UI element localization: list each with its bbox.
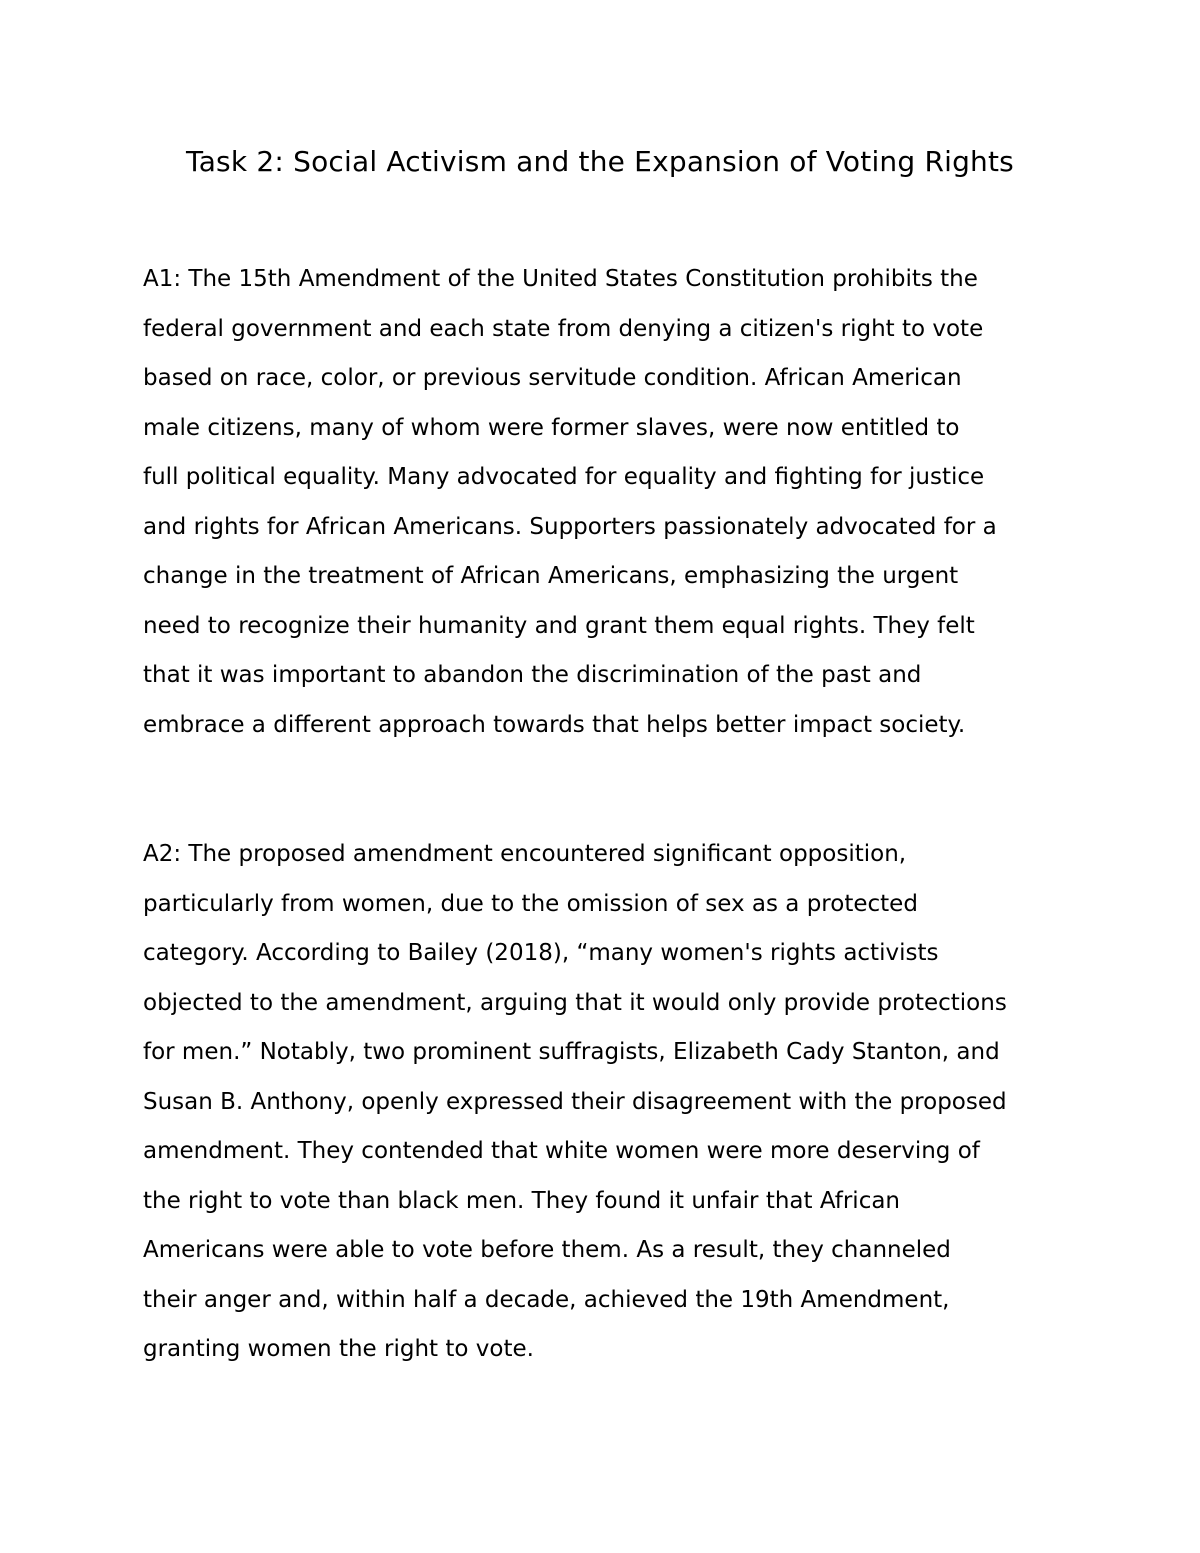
paragraph-line: Susan B. Anthony, openly expressed their disagreement with the proposed	[143, 1088, 1007, 1115]
paragraph-line: Americans were able to vote before them. As a result, they channeled	[143, 1237, 951, 1263]
paragraph-line: federal government and each state from denying a citizen's right to vote	[143, 315, 984, 342]
paragraph-line: based on race, color, or previous servitude condition. African American	[143, 365, 962, 391]
paragraph-line: and rights for African Americans. Supporters passionately advocated for a	[143, 513, 997, 540]
paragraph-line: male citizens, many of whom were former slaves, were now entitled to	[143, 414, 960, 441]
paragraph-line: amendment. They contended that white women were more deserving of	[143, 1138, 980, 1164]
paragraph-line: granting women the right to vote.	[143, 1336, 534, 1362]
paragraph-line: category. According to Bailey (2018), “many women's rights activists	[143, 940, 939, 966]
paragraph-line: A2: The proposed amendment encountered significant opposition,	[143, 841, 907, 867]
paragraph-line: for men.” Notably, two prominent suffragists, Elizabeth Cady Stanton, and	[143, 1039, 1000, 1065]
paragraph-line: particularly from women, due to the omission of sex as a protected	[143, 890, 918, 917]
document-title: Task 2: Social Activism and the Expansion of Voting Rights	[186, 145, 1014, 178]
paragraph-line: objected to the amendment, arguing that it would only provide protections	[143, 989, 1007, 1016]
paragraph-line: full political equality. Many advocated for equality and fighting for justice	[143, 464, 985, 490]
paragraph-line: that it was important to abandon the discrimination of the past and	[143, 662, 922, 688]
paragraph-line: need to recognize their humanity and grant them equal rights. They felt	[143, 612, 975, 639]
paragraph-line: change in the treatment of African Americans, emphasizing the urgent	[143, 563, 959, 589]
paragraph-a1	[143, 255, 1073, 750]
paragraph-line: A1: The 15th Amendment of the United States Constitution prohibits the	[143, 266, 978, 292]
paragraph-line: embrace a different approach towards that helps better impact society.	[143, 711, 966, 738]
paragraph-line: their anger and, within half a decade, achieved the 19th Amendment,	[143, 1286, 950, 1313]
paragraph-line: the right to vote than black men. They found it unfair that African	[143, 1187, 901, 1214]
paragraph-a2	[143, 830, 1073, 1375]
